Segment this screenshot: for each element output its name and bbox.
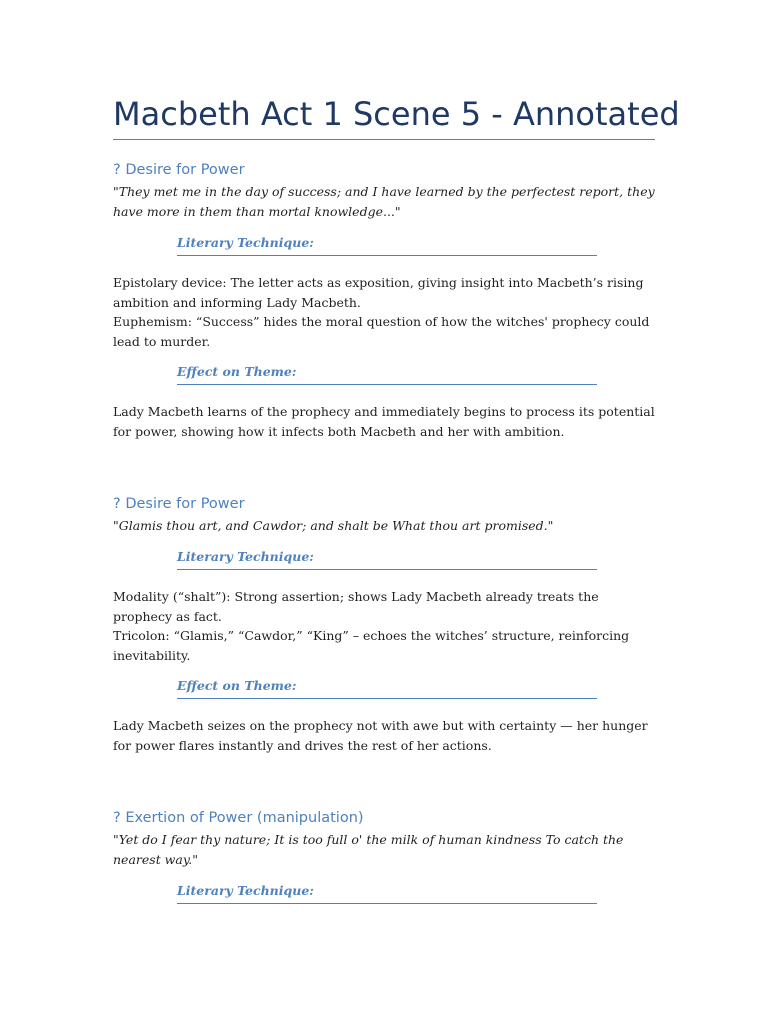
section-heading (113, 494, 658, 514)
missing-glyph-icon: ? (113, 162, 121, 178)
missing-glyph-icon: ? (113, 496, 121, 512)
literary-technique-label: Literary Technique: (177, 548, 597, 570)
section-quote: "They met me in the day of success; and I have learned by the perfectest report, they have more in them than mortal knowledge..." (113, 184, 655, 219)
effect-on-theme-label: Effect on Theme: (177, 677, 597, 699)
missing-glyph-icon: ? (113, 810, 121, 826)
section-desire-for-power-2 (113, 494, 658, 755)
section-heading (113, 160, 658, 180)
section-heading-label: Desire for Power (125, 162, 245, 178)
title-underline (113, 139, 655, 140)
technique-line: Euphemism: “Success” hides the moral question of how the witches' prophecy could lead to murder. (113, 314, 650, 349)
effect-text: Lady Macbeth seizes on the prophecy not with awe but with certainty — her hunger for power flares instantly and drives the rest of her actions. (113, 718, 648, 753)
section-desire-for-power-1 (113, 160, 658, 441)
section-heading (113, 808, 658, 828)
effect-text: Lady Macbeth learns of the prophecy and immediately begins to process its potential for power, showing how it infects both Macbeth and her with ambition. (113, 404, 655, 439)
section-quote: "Yet do I fear thy nature; It is too full o' the milk of human kindness To catch the nearest way." (113, 832, 624, 867)
section-heading-label: Exertion of Power (manipulation) (125, 810, 364, 826)
section-exertion-of-power (113, 808, 658, 904)
section-heading-label: Desire for Power (125, 496, 245, 512)
literary-technique-label: Literary Technique: (177, 882, 597, 904)
document-title: Macbeth Act 1 Scene 5 - Annotated (113, 95, 680, 133)
literary-technique-label: Literary Technique: (177, 234, 597, 256)
effect-on-theme-label: Effect on Theme: (177, 363, 597, 385)
technique-line: Tricolon: “Glamis,” “Cawdor,” “King” – echoes the witches’ structure, reinforcing inevitability. (113, 628, 630, 663)
technique-line: Epistolary device: The letter acts as exposition, giving insight into Macbeth’s rising ambition and informing Lady Macbeth. (113, 275, 644, 310)
technique-line: Modality (“shalt”): Strong assertion; shows Lady Macbeth already treats the prophecy as fact. (113, 589, 599, 624)
section-quote: "Glamis thou art, and Cawdor; and shalt be What thou art promised." (113, 518, 554, 533)
